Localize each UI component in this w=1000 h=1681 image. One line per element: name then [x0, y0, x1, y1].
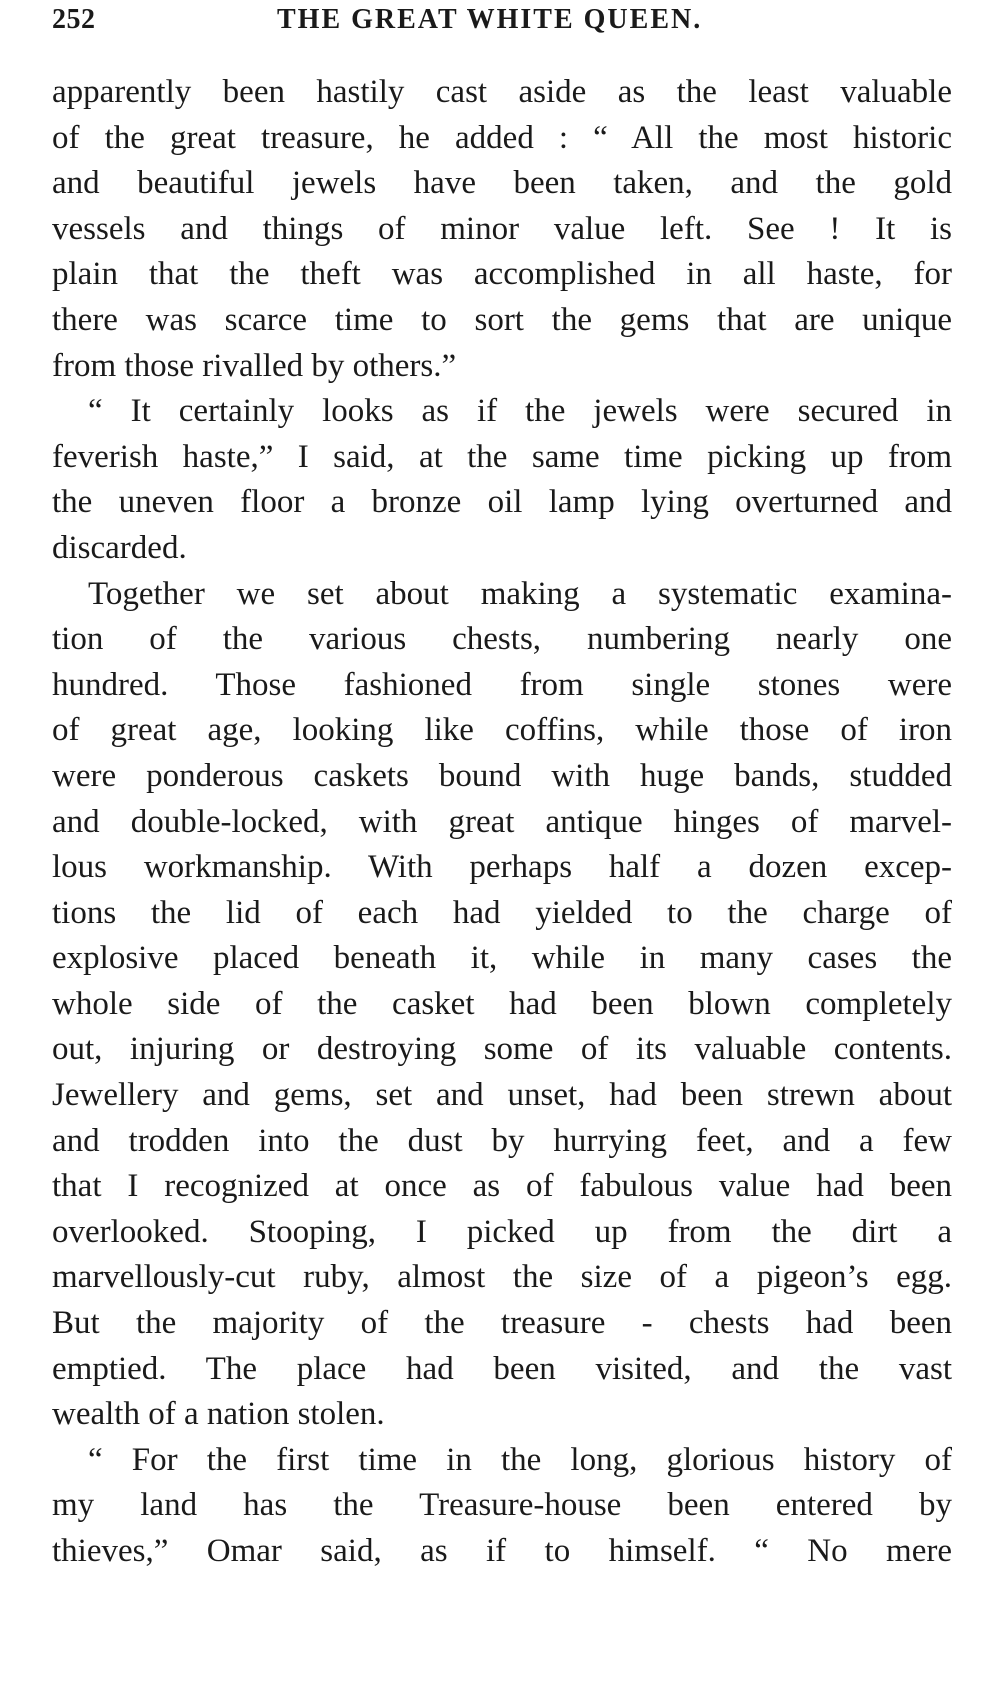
text-line: whole side of the casket had been blown completely	[52, 985, 952, 1022]
text-line: from those rivalled by others.”	[52, 347, 457, 384]
text-line: my land has the Treasure-house been entered by	[52, 1487, 952, 1524]
text-line: discarded.	[52, 529, 187, 566]
text-line: plain that the theft was accomplished in all haste, for	[52, 256, 952, 293]
text-line: apparently been hastily cast aside as the least valuable	[52, 74, 952, 110]
text-line: hundred. Those fashioned from single stones were	[52, 666, 952, 703]
running-title: THE GREAT WHITE QUEEN.	[277, 4, 703, 35]
text-line: “ It certainly looks as if the jewels were secured in	[88, 393, 952, 430]
text-line: there was scarce time to sort the gems that are unique	[52, 301, 952, 338]
text-line: the uneven floor a bronze oil lamp lying overturned and	[52, 484, 952, 521]
text-line: of the great treasure, he added : “ All the most historic	[52, 119, 952, 156]
text-line: wealth of a nation stolen.	[52, 1396, 385, 1433]
text-line: feverish haste,” I said, at the same time picking up from	[52, 438, 952, 475]
text-line: marvellously-cut ruby, almost the size of a pigeon’s egg.	[52, 1259, 952, 1296]
text-line: thieves,” Omar said, as if to himself. “ No mere	[52, 1533, 952, 1569]
text-line: But the majority of the treasure - chests had been	[52, 1305, 952, 1342]
text-line: and trodden into the dust by hurrying feet, and a few	[52, 1122, 952, 1159]
text-line: vessels and things of minor value left. See ! It is	[52, 210, 952, 247]
text-line: explosive placed beneath it, while in many cases the	[52, 940, 952, 977]
text-line: out, injuring or destroying some of its valuable contents.	[52, 1031, 952, 1068]
page-number: 252	[52, 4, 96, 35]
text-line: and beautiful jewels have been taken, and the gold	[52, 165, 952, 202]
text-line: tions the lid of each had yielded to the charge of	[52, 894, 952, 931]
text-line: tion of the various chests, numbering nearly one	[52, 621, 952, 658]
text-line: and double-locked, with great antique hinges of marvel-	[52, 803, 952, 840]
text-line: of great age, looking like coffins, while those of iron	[52, 712, 952, 749]
text-line: were ponderous caskets bound with huge bands, studded	[52, 757, 952, 794]
body-text	[52, 70, 952, 1575]
text-line: “ For the first time in the long, glorious history of	[88, 1441, 952, 1478]
text-line: lous workmanship. With perhaps half a dozen excep-	[52, 849, 952, 886]
text-line: overlooked. Stooping, I picked up from the dirt a	[52, 1213, 952, 1250]
text-line: Jewellery and gems, set and unset, had been strewn about	[52, 1077, 952, 1114]
text-line: Together we set about making a systematic examina-	[88, 575, 952, 612]
running-head	[52, 4, 952, 40]
text-line: that I recognized at once as of fabulous value had been	[52, 1168, 952, 1205]
text-line: emptied. The place had been visited, and the vast	[52, 1350, 952, 1387]
